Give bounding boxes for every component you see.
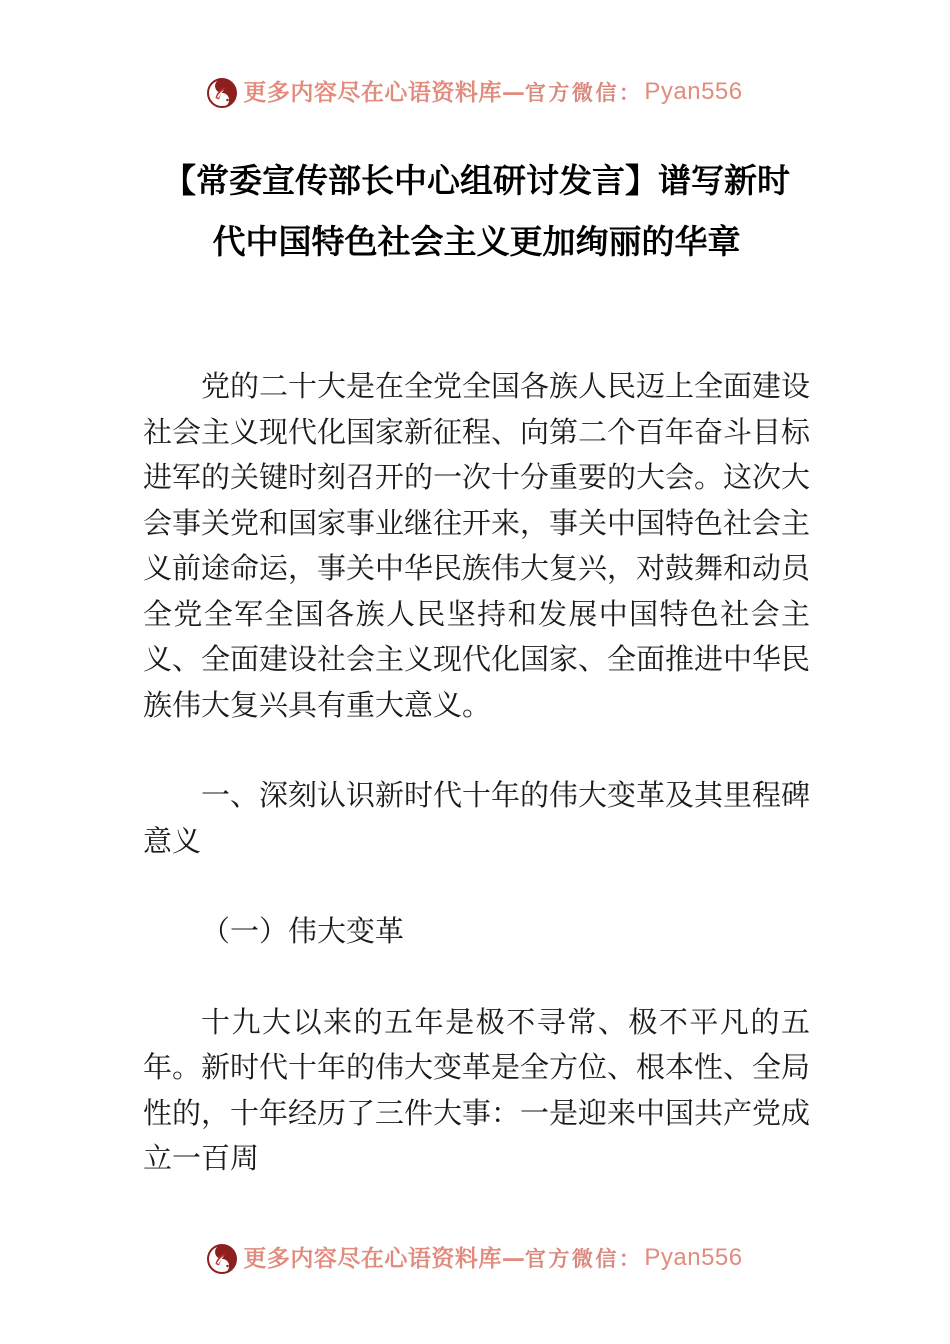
watermark-account-id: Pyan556	[644, 78, 743, 105]
header-watermark	[0, 72, 950, 112]
watermark-account-id: Pyan556	[644, 1244, 743, 1271]
subsection-heading-1-1: （一）伟大变革	[201, 914, 405, 948]
circular-swirl-logo-icon	[207, 78, 237, 108]
document-content	[143, 150, 810, 1182]
watermark-text-primary: 更多内容尽在心语资料库	[243, 78, 502, 106]
watermark-dash: —	[501, 1244, 525, 1272]
title-body-spacer	[143, 272, 810, 364]
paragraph-body-1-1: 十九大以来的五年是极不寻常、极不平凡的五年。新时代十年的伟大变革是全方位、根本性、全局性的，十年经历了三件大事：一是迎来中国共产党成立一百周	[143, 1004, 811, 1175]
page-title	[143, 150, 810, 272]
page-title-line-2: 代中国特色社会主义更加绚丽的华章	[212, 222, 741, 261]
watermark-dash: —	[501, 78, 525, 106]
page-title-line-1: 【常委宣传部长中心组研讨发言】谱写新时	[163, 161, 790, 200]
footer-watermark	[0, 1238, 950, 1278]
paragraph-intro: 党的二十大是在全党全国各族人民迈上全面建设社会主义现代化国家新征程、向第二个百年奋斗目标进军的关键时刻召开的一次十分重要的大会。这次大会事关党和国家事业继往开来，事关中国特色社会主义前途命运，事关中华民族伟大复兴，对鼓舞和动员全党全军全国各族人民坚持和发展中国特色社会主义、全面建设社会主义现代化国家、全面推进中华民族伟大复兴具有重大意义。	[143, 369, 811, 722]
circular-swirl-logo-icon	[207, 1244, 237, 1274]
watermark-text-primary: 更多内容尽在心语资料库	[243, 1244, 502, 1272]
watermark-text-secondary: 官方微信：	[524, 79, 643, 105]
watermark-text-secondary: 官方微信：	[524, 1245, 643, 1271]
section-heading-1: 一、深刻认识新时代十年的伟大变革及其里程碑意义	[143, 778, 811, 858]
